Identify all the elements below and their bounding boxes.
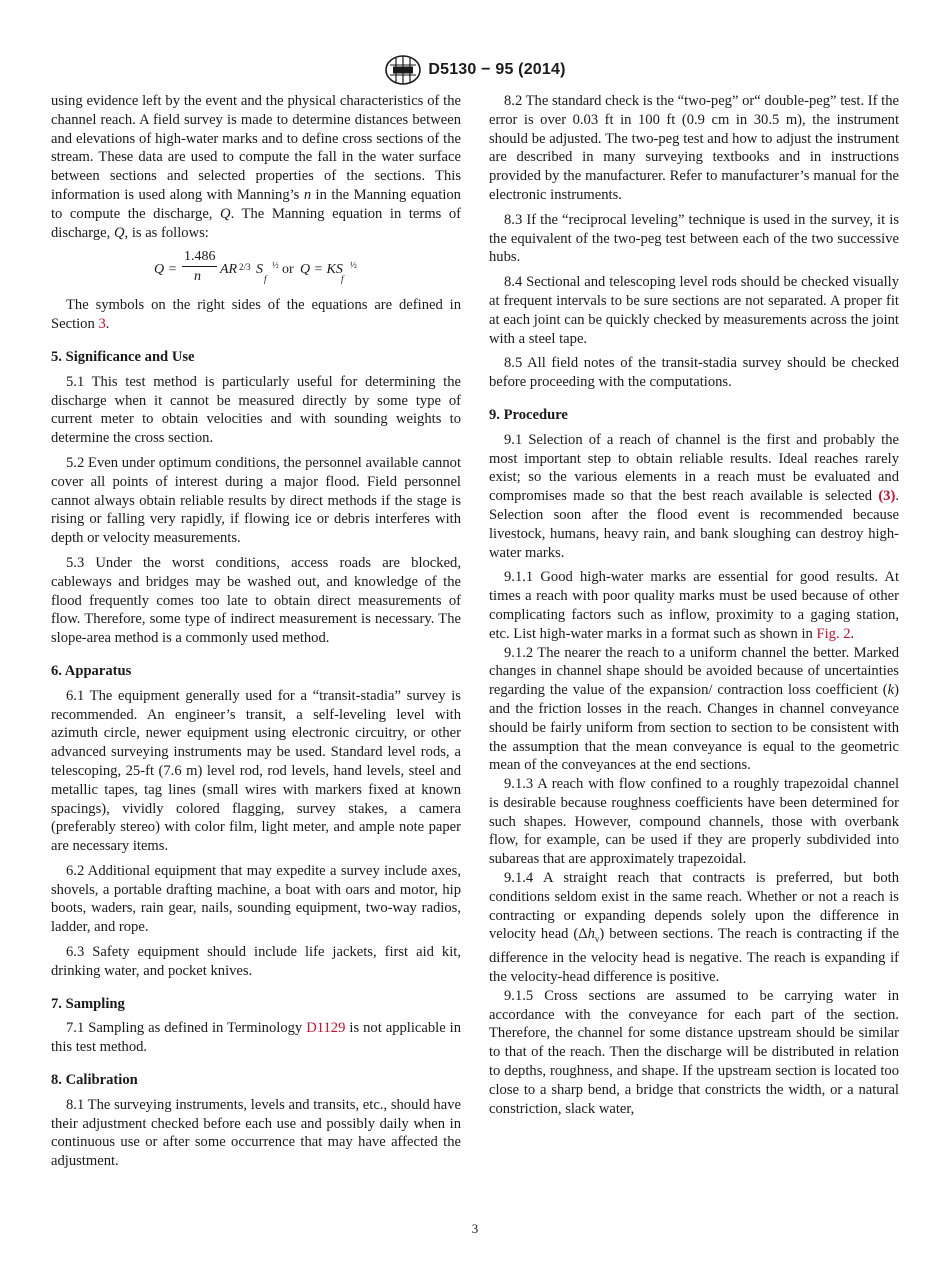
document-id: D5130 − 95 (2014) — [428, 61, 566, 78]
symbols-paragraph: The symbols on the right sides of the equations are defined in Section 3. — [51, 297, 461, 333]
paragraph-8-1: 8.1 The surveying instruments, levels and transits, etc., should have their adjustment checked before each use and possibly daily when in continuous use or after some occurrence that may have affected the adjustment. — [51, 1096, 461, 1170]
paragraph-9-1-5: 9.1.5 Cross sections are assumed to be carrying water in accordance with the conveyance for each part of the section. Therefore, the channel for some distance upstream should be similar to that of the reach. Then the discharge will be distributed in relation to depths, roughness, and shape. If the upstream section is located too close to a sharp bend, a bridge that constricts the width, or a natural constriction, slack water, — [489, 987, 899, 1117]
section-7-heading: 7. Sampling — [51, 995, 125, 1012]
reference-3-link[interactable]: (3) — [878, 488, 896, 505]
section-5-heading: 5. Significance and Use — [51, 348, 195, 365]
page-header — [0, 54, 950, 91]
page-number: 3 — [471, 1221, 479, 1236]
paragraph-6-3: 6.3 Safety equipment should include life jackets, first aid kit, drinking water, and pocket knives. — [51, 944, 461, 979]
section-3-link[interactable]: 3 — [98, 316, 106, 333]
fig-2-link[interactable]: Fig. 2 — [816, 625, 851, 642]
section-6-heading: 6. Apparatus — [51, 662, 132, 679]
paragraph-9-1-1: 9.1.1 Good high-water marks are essential for good results. At times a reach with poor quality marks must be used because of other complicating factors such as inflow, proximity to a gaging station, etc. List high-water marks in a format such as shown in Fig. 2. — [489, 569, 899, 642]
paragraph-6-1: 6.1 The equipment generally used for a “transit-stadia” survey is recommended. An engineer’s transit, a self-leveling level with azimuth circle, newer equipment using electronic circuitry, or other advanced surveying instruments may be used. Standard level rods, a telescoping, 25-ft (7.6 m) level rod, rod levels, hand levels, steel and metallic tapes, tag lines (small wires with markers fixed at known spacings), vividly colored flagging, survey stakes, a camera (preferably stereo) with color film, light meter, and ample note paper are necessary items. — [51, 687, 461, 855]
paragraph-6-2: 6.2 Additional equipment that may expedite a survey include axes, shovels, a portable drafting machine, a boat with oars and motor, hip boots, waders, rain gear, nails, sounding equipment, two-way radios, ladder, and rope. — [51, 862, 461, 936]
section-9-heading: 9. Procedure — [489, 406, 568, 423]
paragraph-8-3: 8.3 If the “reciprocal leveling” technique is used in the survey, it is the equivalent of the two-peg test between each of the two successive hubs. — [489, 211, 899, 266]
paragraph-5-2: 5.2 Even under optimum conditions, the personnel available cannot cover all points of interest during a major flood. Field personnel cannot always obtain reliable results by direct methods if the stage is rising or falling very rapidly, if flowing ice or debris interferes with depth or velocity measurements. — [51, 454, 461, 547]
paragraph-5-3: 5.3 Under the worst conditions, access roads are blocked, cableways and bridges may be washed out, and knowledge of the flood frequently comes too late to obtain direct measurements of flow. Therefore, some type of indirect measurement is necessary. The slope-area method is a commonly used method. — [51, 554, 461, 647]
paragraph-8-2: 8.2 The standard check is the “two-peg” or“ double-peg” test. If the error is over 0.03 ft in 100 ft (0.9 cm in 30.5 m), the instrument should be adjusted. The two-peg test and how to adjust the instrument are described in many surveying textbooks and in instructions provided by the manufacturer. Refer to manufacturer’s manual for the electronic instruments. — [489, 93, 899, 203]
paragraph-9-1: 9.1 Selection of a reach of channel is the first and probably the most important step to obtain reliable results. Ideal reaches rarely exist; so the various elements in a reach must be evaluated and compromises made so that the best reach available is selected (3). Selection soon after the flood event is recommended because livestock, humans, heavy rain, and bank sloughing can destroy high-water marks. — [489, 431, 899, 561]
section-8-heading: 8. Calibration — [51, 1072, 138, 1089]
right-column — [489, 92, 899, 1118]
manning-equation: Q = 1.486 n AR 2/3 S f ½ or Q = KS f ½ — [154, 249, 357, 285]
intro-paragraph: using evidence left by the event and the physical characteristics of the channel reach. A field survey is made to determine distances between and elevations of high-water marks and to define cross sections of the stream. These data are used to compute the fall in the water surface between sections and selected properties of the sections. This information is used along with Manning’s n in the Manning equation to compute the discharge, Q. The Manning equation in terms of discharge, Q, is as follows: — [51, 93, 461, 241]
left-column — [51, 92, 461, 1171]
paragraph-8-4: 8.4 Sectional and telescoping level rods should be checked visually at frequent intervals to be sure sections are not separated. A proper fit at each joint can be quickly checked by measurements across the joint with a steel tape. — [489, 274, 899, 347]
paragraph-5-1: 5.1 This test method is particularly useful for determining the discharge when it cannot be measured directly by some type of current meter to obtain velocities and with sounding weights to determine the cross section. — [51, 373, 461, 447]
paragraph-9-1-3: 9.1.3 A reach with flow confined to a roughly trapezoidal channel is desirable because roughness coefficients have been determined for such shapes. However, compound channels, those with overbank flow, for example, can be used if they are properly subdivided into subareas that are approximately trapezoidal. — [489, 776, 899, 868]
paragraph-8-5: 8.5 All field notes of the transit-stadia survey should be checked before proceeding with the computations. — [489, 355, 899, 391]
paragraph-7-1: 7.1 Sampling as defined in Terminology D1129 is not applicable in this test method. — [51, 1020, 461, 1056]
d1129-link[interactable]: D1129 — [306, 1020, 346, 1037]
astm-logo-icon — [384, 54, 422, 86]
paragraph-9-1-4: 9.1.4 A straight reach that contracts is preferred, but both conditions seldom exist in the same reach. Whether or not a reach is contracting or expanding depends solely upon the difference in velocity head $(\Delta h_v)$ between sections. The reach is contracting if the difference in the velocity head is negative. The reach is expanding if the velocity-head difference is positive. — [489, 870, 899, 985]
paragraph-9-1-2: 9.1.2 The nearer the reach to a uniform channel the better. Marked changes in channel shape should be avoided because of uncertainties regarding the value of the expansion/ contraction loss coefficient (k) and the friction losses in the reach. Changes in channel conveyance should be fairly uniform from section to section to be consistent with the assumption that the mean conveyance is equal to the geometric mean of the conveyances at the end sections. — [489, 644, 899, 774]
